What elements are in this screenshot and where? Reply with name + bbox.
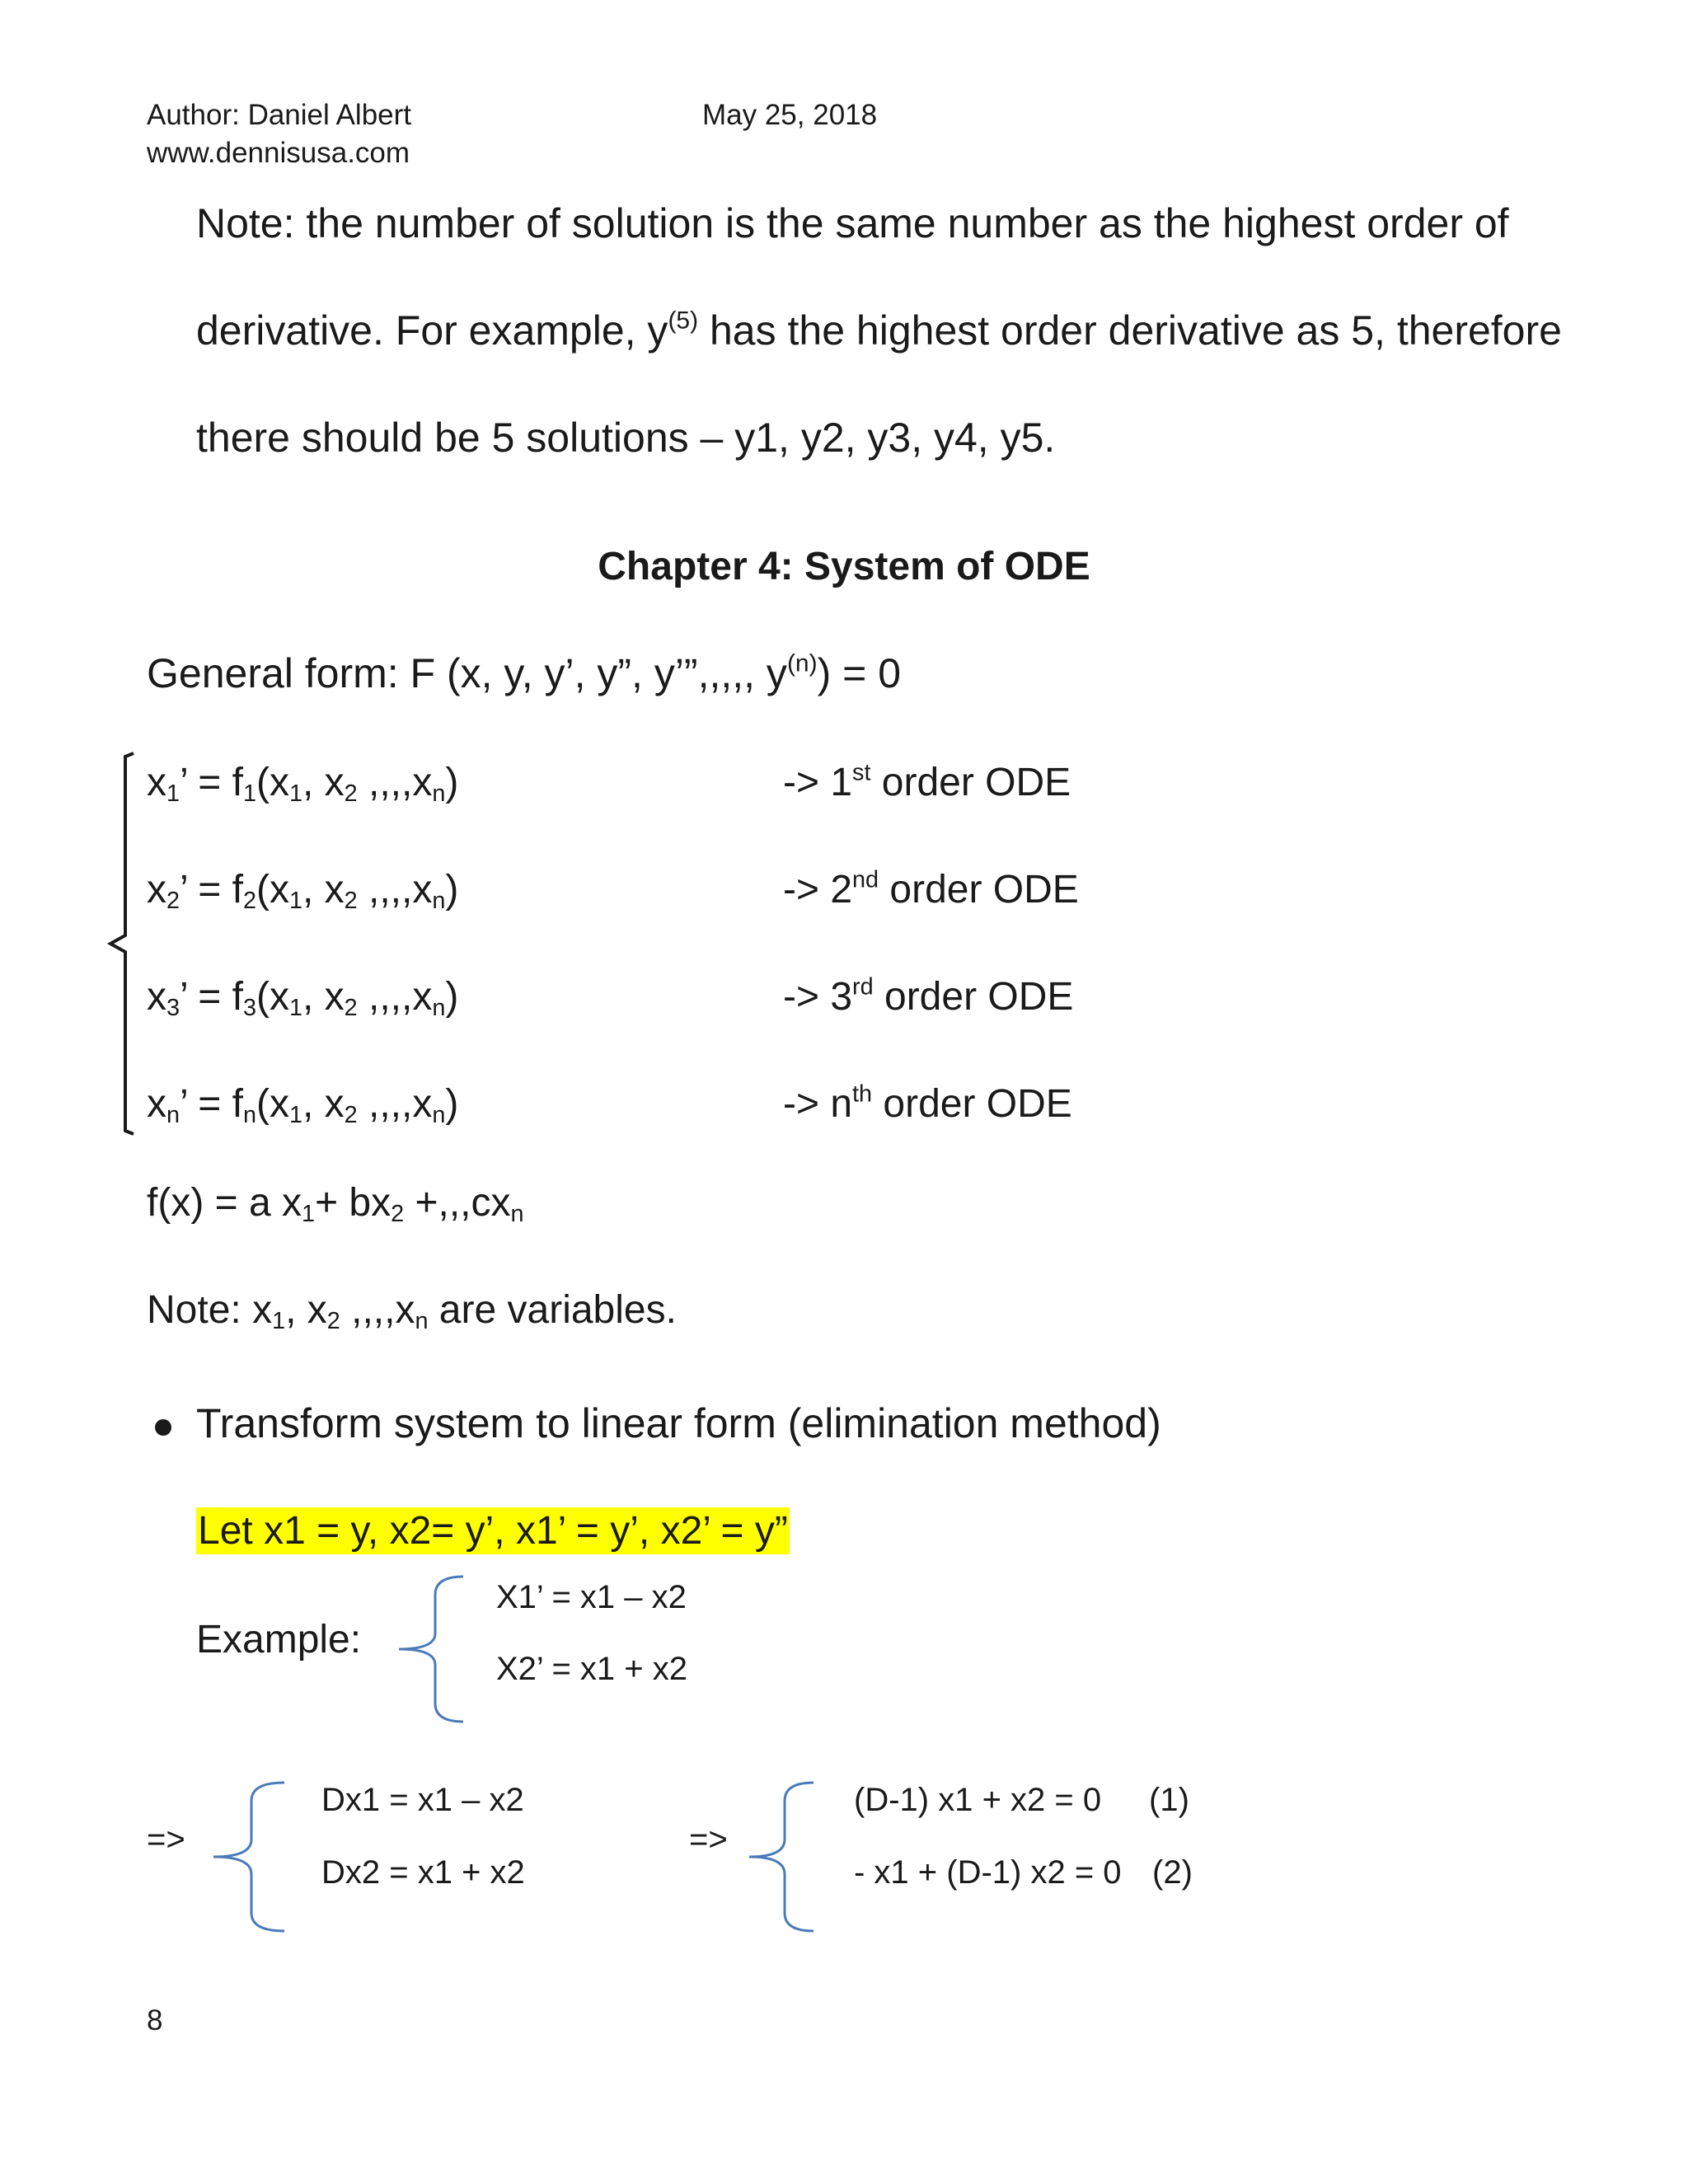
system-order-label: -> 3rd order ODE — [783, 973, 1074, 1019]
website-line: www.dennisusa.com — [147, 137, 410, 169]
system-order-label: -> 2nd order ODE — [783, 866, 1079, 912]
system-brace — [107, 750, 148, 1137]
page-number: 8 — [147, 2004, 163, 2036]
system-equation: $x_n$’ = $f_n(x_1$, $x_2$ $,,,,x_n$) — [147, 1082, 459, 1129]
fx-expression: f(x) = a $x_1+ bx_2 +,,,cx_n$ — [147, 1181, 524, 1228]
note-line-3: there should be 5 solutions – y1, y2, y3, y4, y5. — [196, 415, 1056, 461]
step2-eq-2-tag: (2) — [1152, 1854, 1193, 1891]
step2-eq-1: (D-1) x1 + x2 = 0 — [854, 1782, 1102, 1818]
example-eq-2: X2’ = x1 + x2 — [496, 1651, 687, 1687]
step1-arrow: => — [147, 1821, 185, 1858]
step2-brace — [746, 1780, 812, 1933]
system-equation: $x_2$’ = $f_2(x_1$, $x_2$ $,,,,x_n$) — [147, 868, 459, 915]
system-order-label: -> 1st order ODE — [783, 759, 1071, 804]
system-equation: $x_1$’ = $f_1(x_1$, $x_2$ $,,,,x_n$) — [147, 761, 459, 808]
step1-brace — [210, 1780, 284, 1933]
system-equation: $x_3$’ = $f_3(x_1$, $x_2$ $,,,,x_n$) — [147, 975, 459, 1022]
bullet-dot-icon — [155, 1419, 171, 1436]
general-form: General form: F (x, y, y’, y”, y’”,,,,, $y^{(n)}) = 0$ — [147, 649, 902, 696]
system-order-label: -> $n^{th}$ order ODE — [783, 1080, 1072, 1126]
note-line-2: derivative. For example, $y^{(5)}$ has the highest order derivative as 5, therefore — [196, 307, 1562, 354]
variables-note: Note: $x_1$, $x_2$ $,,,,x_n$ are variables. — [147, 1288, 677, 1335]
date-line: May 25, 2018 — [702, 99, 878, 131]
bullet-text: Transform system to linear form (elimination method) — [196, 1400, 1161, 1446]
example-label: Example: — [196, 1618, 362, 1661]
step2-eq-2: - x1 + (D-1) x2 = 0 — [854, 1854, 1122, 1891]
chapter-title: Chapter 4: System of ODE — [598, 545, 1090, 588]
author-line: Author: Daniel Albert — [147, 99, 412, 131]
note-line-1: Note: the number of solution is the same number as the highest order of — [196, 200, 1509, 246]
highlighted-substitution: Let x1 = y, x2= y’, x1’ = y’, x2’ = y” — [198, 1509, 788, 1553]
example-eq-1: X1’ = x1 – x2 — [496, 1579, 687, 1615]
step1-eq-2: Dx2 = x1 + x2 — [321, 1854, 525, 1891]
example-brace — [396, 1574, 462, 1724]
step2-arrow: => — [689, 1821, 728, 1858]
step2-eq-1-tag: (1) — [1149, 1782, 1189, 1818]
step1-eq-1: Dx1 = x1 – x2 — [321, 1782, 524, 1818]
